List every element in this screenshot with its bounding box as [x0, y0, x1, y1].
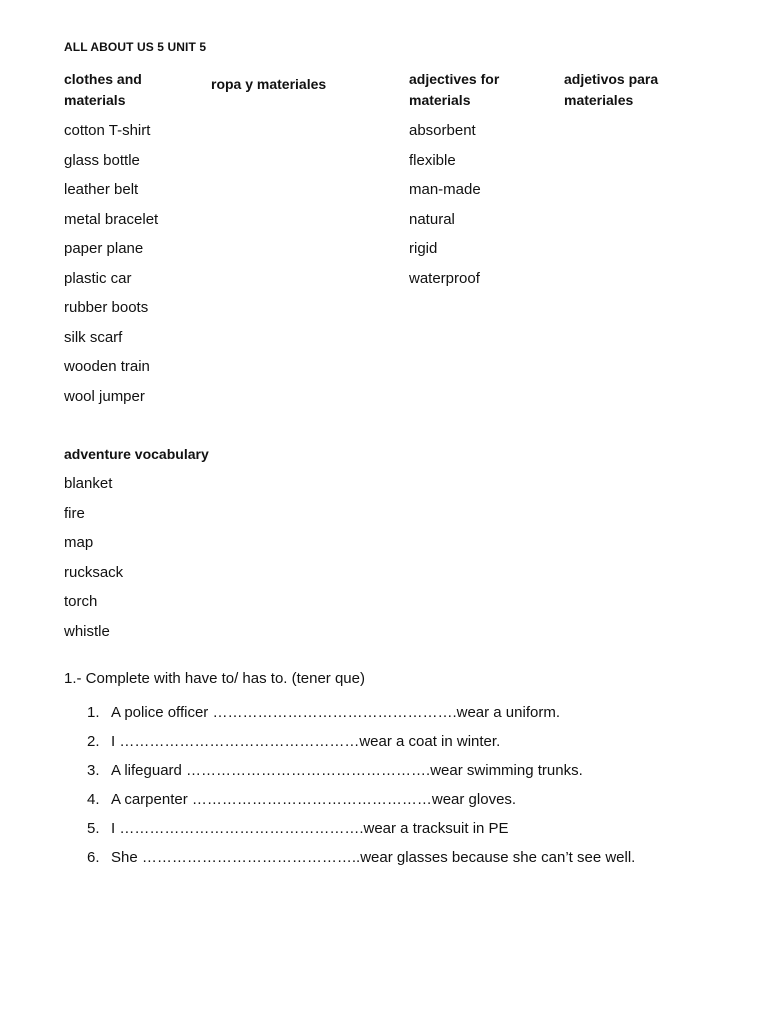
header-ropa-y-materiales — [211, 74, 326, 95]
vocab-item: silk scarf — [64, 328, 123, 346]
vocab-item: rubber boots — [64, 299, 149, 316]
vocab-item: man-made — [409, 181, 481, 198]
exercise-sentence: A police officer ………………………………………….wear a uniform. — [111, 704, 560, 721]
adjectives-list — [409, 121, 481, 298]
vocab-item: leather belt — [64, 181, 139, 198]
exercise-sentence: A lifeguard ………………………………………….wear swimming trunks. — [111, 762, 583, 779]
adventure-vocabulary-list — [64, 474, 123, 651]
vocab-item: glass bottle — [64, 151, 140, 169]
exercise-sentence: I ………………………………………….wear a tracksuit in PE — [111, 820, 509, 837]
header-adjetivos-text: adjetivos para materiales — [564, 71, 659, 108]
exercise-instruction: 1.- Complete with have to/ has to. (tener que) — [64, 670, 365, 687]
vocab-item: fire — [64, 504, 85, 522]
exercise-number: 6. — [87, 849, 100, 866]
vocab-item: rucksack — [64, 563, 124, 581]
exercise-list — [87, 703, 635, 877]
exercise-item — [87, 848, 635, 877]
exercise-number: 2. — [87, 733, 100, 750]
exercise-sentence: I …………………………………………wear a coat in winter. — [111, 733, 501, 750]
vocab-item: flexible — [409, 151, 456, 169]
header-clothes-text: clothes and materials — [64, 71, 142, 108]
header-adjectives-text: adjectives for materials — [409, 71, 500, 108]
vocab-item: wooden train — [64, 358, 150, 375]
exercise-sentence: A carpenter …………………………………………wear gloves. — [111, 791, 517, 808]
vocab-item: rigid — [409, 240, 438, 257]
exercise-number: 3. — [87, 762, 100, 779]
exercise-number: 5. — [87, 820, 100, 837]
vocab-item: metal bracelet — [64, 210, 159, 228]
header-adjetivos-para-materiales — [564, 69, 704, 111]
exercise-item — [87, 819, 635, 848]
vocab-item: map — [64, 534, 94, 551]
exercise-sentence: She ……………………………………..wear glasses because she can’t see well. — [111, 849, 636, 866]
vocab-item: waterproof — [409, 269, 480, 287]
vocab-item: whistle — [64, 622, 110, 640]
exercise-item — [87, 732, 635, 761]
clothes-materials-list — [64, 121, 158, 416]
header-ropa-text: ropa y materiales — [211, 76, 327, 92]
exercise-number: 1. — [87, 704, 100, 721]
vocab-item: wool jumper — [64, 387, 145, 405]
vocab-item: blanket — [64, 475, 113, 492]
exercise-item — [87, 790, 635, 819]
vocab-item: torch — [64, 593, 98, 610]
header-adjectives-for-materials — [409, 69, 549, 111]
document-title: ALL ABOUT US 5 UNIT 5 — [64, 40, 207, 54]
exercise-item — [87, 703, 635, 732]
vocab-item: paper plane — [64, 240, 144, 257]
vocab-item: cotton T-shirt — [64, 122, 151, 139]
exercise-number: 4. — [87, 791, 100, 808]
header-clothes-and-materials — [64, 69, 184, 111]
vocab-item: plastic car — [64, 269, 132, 287]
adventure-vocabulary-heading: adventure vocabulary — [64, 446, 209, 462]
vocab-item: absorbent — [409, 122, 476, 139]
vocab-item: natural — [409, 210, 455, 228]
exercise-item — [87, 761, 635, 790]
